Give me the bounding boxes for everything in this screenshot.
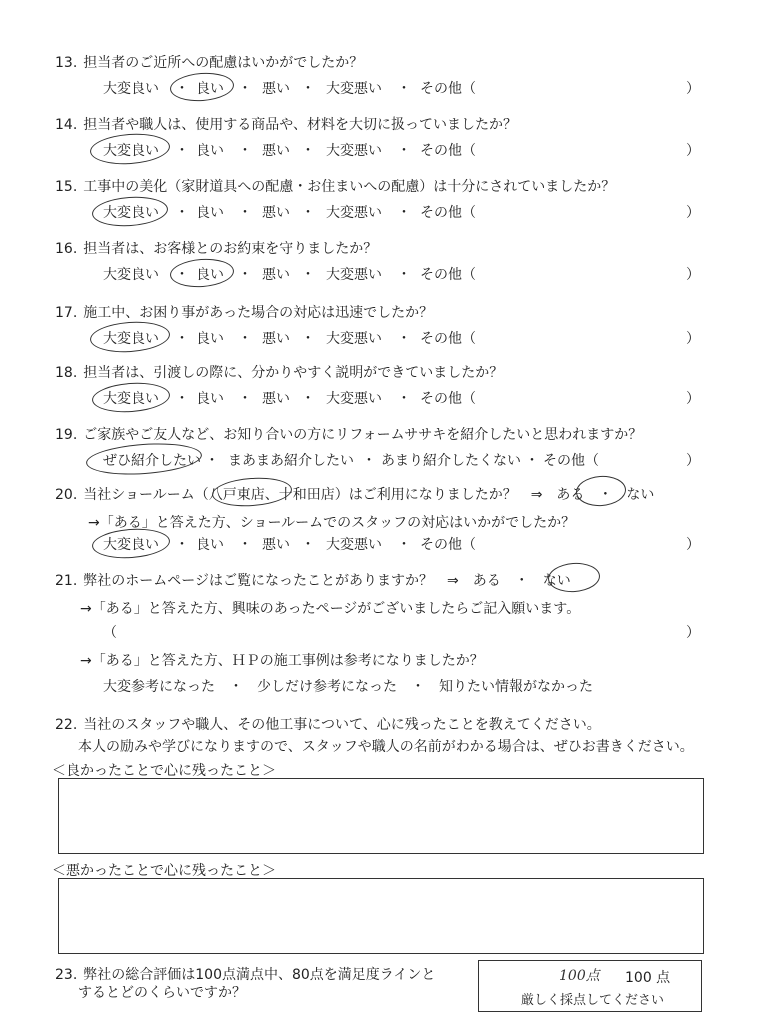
- rating-options-15: 大変良い ・ 良い ・ 悪い ・ 大変悪い ・ その他（ ）: [0, 202, 768, 224]
- question-23: 23. 弊社の総合評価は100点満点中、80点を満足度ラインと: [55, 967, 436, 983]
- option-very-good[interactable]: 大変良い: [103, 81, 159, 97]
- bad-memory-box[interactable]: [58, 878, 704, 954]
- question-22: 22. 当社のスタッフや職人、その他工事について、心に残ったことを教えてください。: [55, 717, 601, 733]
- option-very-good[interactable]: 大変良い: [103, 143, 159, 159]
- option-very-bad[interactable]: 大変悪い: [326, 143, 382, 159]
- option-very-good[interactable]: 大変良い: [103, 205, 159, 221]
- option-bad[interactable]: 悪い: [262, 81, 290, 97]
- question-19: 19. ご家族やご友人など、お知り合いの方にリフォームササキを紹介したいと思われますか？: [55, 427, 643, 443]
- question-21-sub2: →「ある」と答えた方、ＨＰの施工事例は参考になりましたか？: [80, 653, 484, 669]
- bad-memory-label: ＜悪かったことで心に残ったこと＞: [52, 863, 276, 879]
- question-20-sub: →「ある」と答えた方、ショールームでのスタッフの対応はいかがでしたか？: [88, 515, 576, 531]
- reference-options-21: 大変参考になった ・ 少しだけ参考になった ・ 知りたい情報がなかった: [103, 679, 593, 695]
- option-other[interactable]: その他（: [420, 391, 476, 407]
- option-very-bad[interactable]: 大変悪い: [326, 391, 382, 407]
- question-22-note: 本人の励みや学びになりますので、スタッフや職人の名前がわかる場合は、ぜひお書きください。: [78, 739, 694, 755]
- option-very-bad[interactable]: 大変悪い: [326, 205, 382, 221]
- rating-options-13: 大変良い ・ 良い ・ 悪い ・ 大変悪い ・ その他（ ）: [0, 78, 768, 100]
- option-bad[interactable]: 悪い: [262, 391, 290, 407]
- good-memory-box[interactable]: [58, 778, 704, 854]
- recommend-options-19: ぜひ紹介したい ・ まあまあ紹介したい ・ あまり紹介したくない ・ その他（ ）: [0, 450, 768, 472]
- rating-options-20: 大変良い ・ 良い ・ 悪い ・ 大変悪い ・ その他（ ）: [0, 534, 768, 556]
- option-bad[interactable]: 悪い: [262, 267, 290, 283]
- option-very-bad[interactable]: 大変悪い: [326, 81, 382, 97]
- option-good[interactable]: 良い: [196, 143, 224, 159]
- option-very-bad[interactable]: 大変悪い: [326, 331, 382, 347]
- option-good[interactable]: 良い: [196, 81, 224, 97]
- option-good[interactable]: 良い: [196, 391, 224, 407]
- option-bad[interactable]: 悪い: [262, 537, 290, 553]
- option-good[interactable]: 良い: [196, 267, 224, 283]
- option-not-recommend[interactable]: あまり紹介したくない: [381, 453, 521, 469]
- option-other[interactable]: その他（: [420, 143, 476, 159]
- option-bad[interactable]: 悪い: [262, 205, 290, 221]
- option-good[interactable]: 良い: [196, 205, 224, 221]
- option-other[interactable]: その他（: [420, 205, 476, 221]
- question-20: 20. 当社ショールーム（八戸東店、十和田店）はご利用になりましたか？ ⇒ ある ・ ない: [55, 487, 655, 503]
- option-other[interactable]: その他（: [543, 453, 599, 469]
- question-18: 18. 担当者は、引渡しの際に、分かりやすく説明ができていましたか？: [55, 365, 504, 381]
- max-score: 100 点: [625, 970, 671, 986]
- handwritten-score: 100点: [559, 968, 600, 984]
- question-17: 17. 施工中、お困り事があった場合の対応は迅速でしたか？: [55, 305, 434, 321]
- question-21-sub1: →「ある」と答えた方、興味のあったページがございましたらご記入願います。: [80, 601, 581, 617]
- good-memory-label: ＜良かったことで心に残ったこと＞: [52, 763, 276, 779]
- option-very-good[interactable]: 大変良い: [103, 537, 159, 553]
- option-very-bad[interactable]: 大変悪い: [326, 267, 382, 283]
- question-21: 21. 弊社のホームページはご覧になったことがありますか？ ⇒ ある ・ ない: [55, 573, 571, 589]
- option-very-good[interactable]: 大変良い: [103, 267, 159, 283]
- option-definitely-recommend[interactable]: ぜひ紹介したい: [103, 453, 201, 469]
- question-14: 14. 担当者や職人は、使用する商品や、材料を大切に扱っていましたか？: [55, 117, 517, 133]
- option-good[interactable]: 良い: [196, 537, 224, 553]
- score-note: 厳しく採点してください: [521, 993, 665, 1008]
- question-15: 15. 工事中の美化（家財道具への配慮・お住まいへの配慮）は十分にされていましたか？: [55, 179, 616, 195]
- option-other[interactable]: その他（: [420, 331, 476, 347]
- option-very-good[interactable]: 大変良い: [103, 331, 159, 347]
- option-other[interactable]: その他（: [420, 267, 476, 283]
- question-13: 13. 担当者のご近所への配慮はいかがでしたか？: [55, 55, 364, 71]
- question-16: 16. 担当者は、お客様とのお約束を守りましたか？: [55, 241, 378, 257]
- option-bad[interactable]: 悪い: [262, 331, 290, 347]
- rating-options-18: 大変良い ・ 良い ・ 悪い ・ 大変悪い ・ その他（ ）: [0, 388, 768, 410]
- option-bad[interactable]: 悪い: [262, 143, 290, 159]
- free-entry-21: （ ）: [103, 625, 700, 641]
- rating-options-14: 大変良い ・ 良い ・ 悪い ・ 大変悪い ・ その他（ ）: [0, 140, 768, 162]
- question-23-line2: するとどのくらいですか？: [78, 985, 246, 1001]
- option-very-good[interactable]: 大変良い: [103, 391, 159, 407]
- rating-options-17: 大変良い ・ 良い ・ 悪い ・ 大変悪い ・ その他（ ）: [0, 328, 768, 350]
- option-very-bad[interactable]: 大変悪い: [326, 537, 382, 553]
- option-other[interactable]: その他（: [420, 537, 476, 553]
- option-somewhat-recommend[interactable]: まあまあ紹介したい: [228, 453, 354, 469]
- rating-options-16: 大変良い ・ 良い ・ 悪い ・ 大変悪い ・ その他（ ）: [0, 264, 768, 286]
- score-box[interactable]: [478, 960, 702, 1012]
- option-good[interactable]: 良い: [196, 331, 224, 347]
- option-other[interactable]: その他（: [420, 81, 476, 97]
